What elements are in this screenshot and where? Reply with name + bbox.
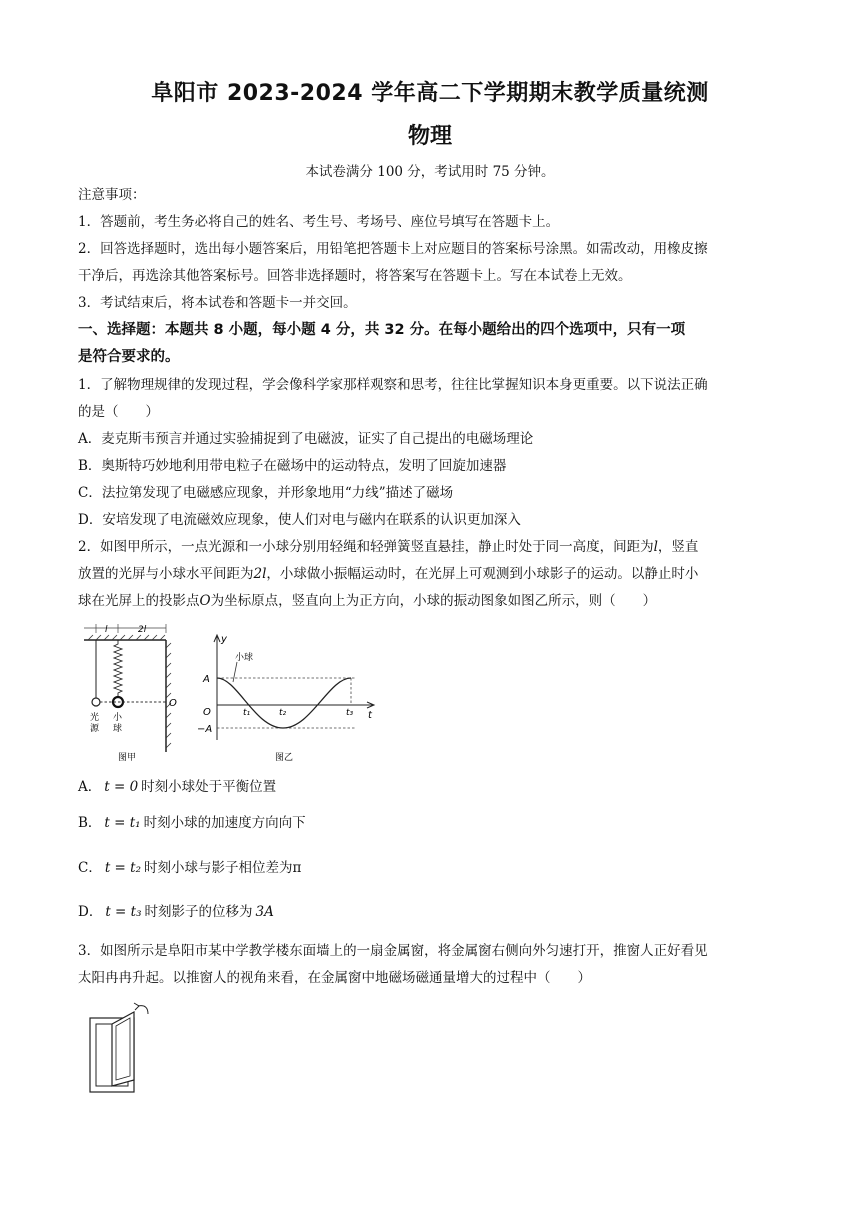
q2-text: ，竖直: [657, 539, 699, 555]
q2-option-b: [78, 814, 790, 832]
q1-stem: 1．了解物理规律的发现过程，学会像科学家那样观察和思考，往往比掌握知识本身更重要。以下说法正确: [78, 377, 708, 393]
option-math: t = 0: [104, 779, 139, 795]
option-label: A．: [78, 779, 102, 795]
exam-meta: 本试卷满分 100 分，考试用时 75 分钟。: [305, 164, 555, 180]
q1-option-c: C．法拉第发现了电磁感应现象，并形象地用“力线”描述了磁场: [78, 485, 454, 501]
rotation-arrow-icon: [138, 1006, 148, 1014]
option-math: t = t₁: [104, 815, 141, 831]
note-item: 2．回答选择题时，选出每小题答案后，用铅笔把答题卡上对应题目的答案标号涂黑。如需改动，用橡皮擦: [78, 241, 708, 257]
note-item: 3．考试结束后，将本试卷和答题卡一并交回。: [78, 295, 357, 311]
q2-text: ，小球做小振幅运动时，在光屏上可观测到小球影子的运动。以静止时小: [266, 566, 699, 582]
q2-text: 为坐标原点，竖直向上为正方向，小球的振动图象如图乙所示，则（ ）: [210, 593, 657, 609]
label-O: O: [203, 707, 211, 718]
q2-option-a: [78, 778, 790, 796]
light-source-label: 源: [90, 724, 100, 734]
q2-var-o: O: [199, 593, 211, 609]
q3-stem-cont: 太阳冉冉升起。以推窗人的视角来看，在金属窗中地磁场磁通量增大的过程中（ ）: [78, 970, 591, 986]
figure-a-diagram: [80, 624, 190, 764]
q1-option-d: D．安培发现了电流磁效应现象，使人们对电与磁内在联系的认识更加深入: [78, 512, 521, 528]
note-item: 干净后，再选涂其他答案标号。回答非选择题时，将答案写在答题卡上。写在本试卷上无效。: [78, 268, 632, 284]
option-text: 时刻小球的加速度方向向下: [143, 815, 306, 831]
q2-stem-line1: [78, 538, 790, 556]
q2-text: 放置的光屏与小球水平间距为: [78, 566, 254, 582]
figure-b-caption: 图乙: [275, 753, 294, 763]
notes-heading: 注意事项：: [78, 187, 146, 203]
q1-stem-cont: 的是（ ）: [78, 404, 159, 420]
window-sash: [112, 1012, 134, 1086]
section-heading-cont: 是符合要求的。: [78, 349, 180, 365]
label-t2: t₂: [279, 708, 287, 718]
dim-label-2l: 2l: [138, 625, 147, 635]
note-item: 1．答题前，考生务必将自己的姓名、考生号、考场号、座位号填写在答题卡上。: [78, 214, 560, 230]
option-math: t = t₃: [105, 904, 142, 920]
light-source-icon: [92, 698, 100, 706]
q2-stem-line2: [78, 565, 790, 583]
label-A: A: [203, 674, 210, 685]
q3-stem: 3．如图所示是阜阳市某中学教学楼东面墙上的一扇金属窗，将金属窗右侧向外匀速打开，推窗人正好看见: [78, 943, 708, 959]
origin-label: O: [169, 698, 177, 709]
figure-a-caption: 图甲: [118, 753, 137, 763]
q2-var-2l: 2l: [253, 566, 267, 582]
spring-icon: [114, 640, 122, 697]
option-label: C．: [78, 860, 102, 876]
subject-title: 物理: [407, 124, 452, 149]
q2-text: 球在光屏上的投影点: [78, 593, 200, 609]
option-text: 时刻小球处于平衡位置: [141, 779, 277, 795]
option-math: 3A: [255, 904, 274, 920]
window-figure: [82, 1000, 162, 1100]
label-t3: t₃: [346, 708, 354, 718]
q2-option-d: [78, 903, 790, 921]
oscillation-curve: [217, 678, 351, 728]
rotation-arrow-head-icon: [134, 1003, 139, 1010]
dim-label-l: l: [105, 625, 108, 635]
q1-option-a: A．麦克斯韦预言并通过实验捕捉到了电磁波，证实了自己提出的电磁场理论: [78, 431, 534, 447]
exam-title: 阜阳市 2023-2024 学年高二下学期期末教学质量统测: [151, 81, 709, 106]
option-text: 时刻小球与影子相位差为π: [144, 860, 302, 876]
option-math: t = t₂: [104, 860, 141, 876]
ball-label: 小: [113, 713, 123, 723]
section-heading: 一、选择题：本题共 8 小题，每小题 4 分，共 32 分。在每小题给出的四个选项中，只有一项: [78, 322, 686, 338]
curve-label: 小球: [235, 653, 254, 663]
figure-b-graph: [195, 632, 380, 764]
q2-option-c: [78, 859, 790, 877]
q2-stem-line3: [78, 592, 790, 610]
curve-pointer: [233, 662, 237, 682]
q1-option-b: B．奥斯特巧妙地利用带电粒子在磁场中的运动特点，发明了回旋加速器: [78, 458, 507, 474]
y-axis-label: y: [221, 634, 227, 645]
label-t1: t₁: [243, 708, 251, 718]
option-label: D．: [78, 904, 103, 920]
option-label: B．: [78, 815, 102, 831]
x-axis-label: t: [368, 710, 372, 721]
label-negA: −A: [197, 724, 213, 735]
option-text: 时刻影子的位移为: [144, 904, 253, 920]
ball-label: 球: [113, 724, 123, 734]
q2-text: 2．如图甲所示，一点光源和一小球分别用轻绳和轻弹簧竖直悬挂，静止时处于同一高度，间距为: [78, 539, 654, 555]
light-source-label: 光: [90, 713, 100, 723]
q2-var-l: l: [653, 539, 658, 555]
